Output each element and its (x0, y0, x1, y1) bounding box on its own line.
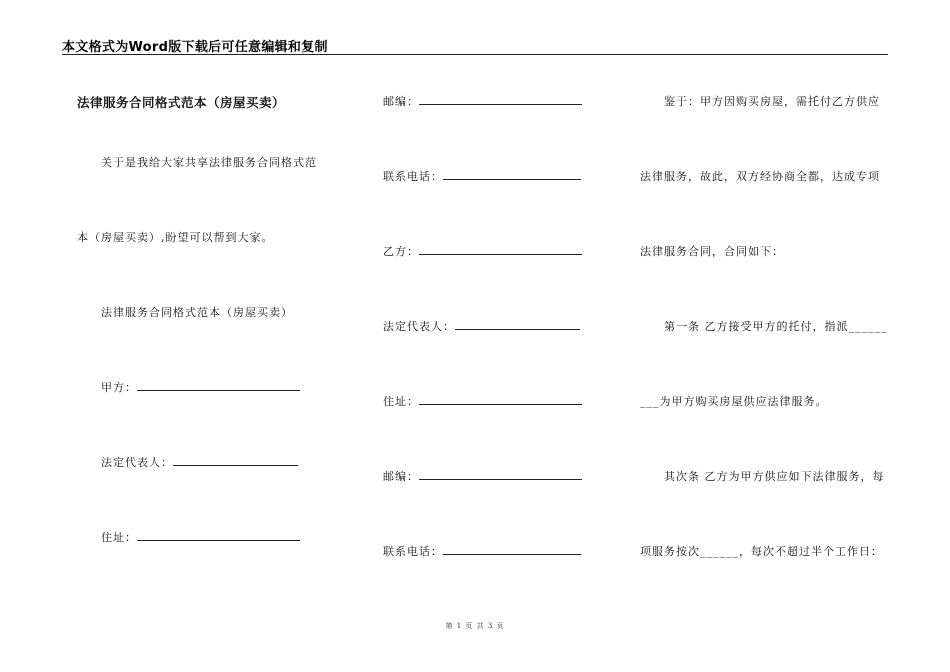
postcode-b-field (383, 468, 582, 484)
address-b-field (383, 393, 582, 409)
article-1-line-1: 第一条 乙方接受甲方的托付，指派______ (664, 320, 888, 333)
party-b-field (383, 243, 582, 259)
recital-line-2: 法律服务，故此，双方经协商全都，达成专项 (640, 170, 880, 183)
article-1-line-2: ___为甲方购买房屋供应法律服务。 (640, 395, 828, 408)
legal-rep-b-field (383, 318, 580, 334)
recital-line-1: 鉴于：甲方因购买房屋，需托付乙方供应 (664, 95, 880, 108)
address-a-blank[interactable] (137, 530, 300, 541)
document-title: 法律服务合同格式范本（房屋买卖） (77, 95, 286, 110)
party-b-label: 乙方： (383, 245, 419, 258)
postcode-b-blank[interactable] (419, 469, 582, 480)
recital-line-3: 法律服务合同，合同如下： (640, 245, 784, 258)
phone-b-label: 联系电话： (383, 545, 443, 558)
party-b-blank[interactable] (419, 244, 582, 255)
postcode-a-field (383, 93, 582, 109)
address-b-blank[interactable] (419, 394, 582, 405)
legal-rep-a-field (101, 454, 298, 470)
address-a-field (101, 529, 300, 545)
legal-rep-a-blank[interactable] (173, 455, 298, 466)
party-a-blank[interactable] (137, 380, 300, 391)
address-b-label: 住址： (383, 395, 419, 408)
address-a-label: 住址： (101, 531, 137, 544)
party-a-field (101, 379, 300, 395)
phone-b-field (383, 543, 581, 559)
article-2-line-1: 其次条 乙方为甲方供应如下法律服务，每 (664, 470, 885, 483)
legal-rep-b-blank[interactable] (455, 319, 580, 330)
intro-line-2: 本（房屋买卖）,盼望可以帮到大家。 (77, 231, 274, 244)
postcode-a-blank[interactable] (419, 94, 582, 105)
page-footer: 第 1 页 共 3 页 (445, 622, 505, 630)
postcode-b-label: 邮编： (383, 470, 419, 483)
phone-a-label: 联系电话： (383, 170, 443, 183)
article-2-line-2: 项服务按次______，每次不超过半个工作日： (640, 545, 883, 558)
legal-rep-a-label: 法定代表人： (101, 456, 173, 469)
legal-rep-b-label: 法定代表人： (383, 320, 455, 333)
phone-b-blank[interactable] (443, 544, 581, 555)
phone-a-blank[interactable] (443, 169, 581, 180)
page-header (62, 36, 888, 55)
phone-a-field (383, 168, 581, 184)
party-a-label: 甲方： (101, 381, 137, 394)
header-title: 本文格式为Word版下载后可任意编辑和复制 (62, 40, 328, 55)
postcode-a-label: 邮编： (383, 95, 419, 108)
intro-line-1: 关于是我给大家共享法律服务合同格式范 (101, 156, 317, 169)
contract-subtitle: 法律服务合同格式范本（房屋买卖） (101, 306, 293, 319)
